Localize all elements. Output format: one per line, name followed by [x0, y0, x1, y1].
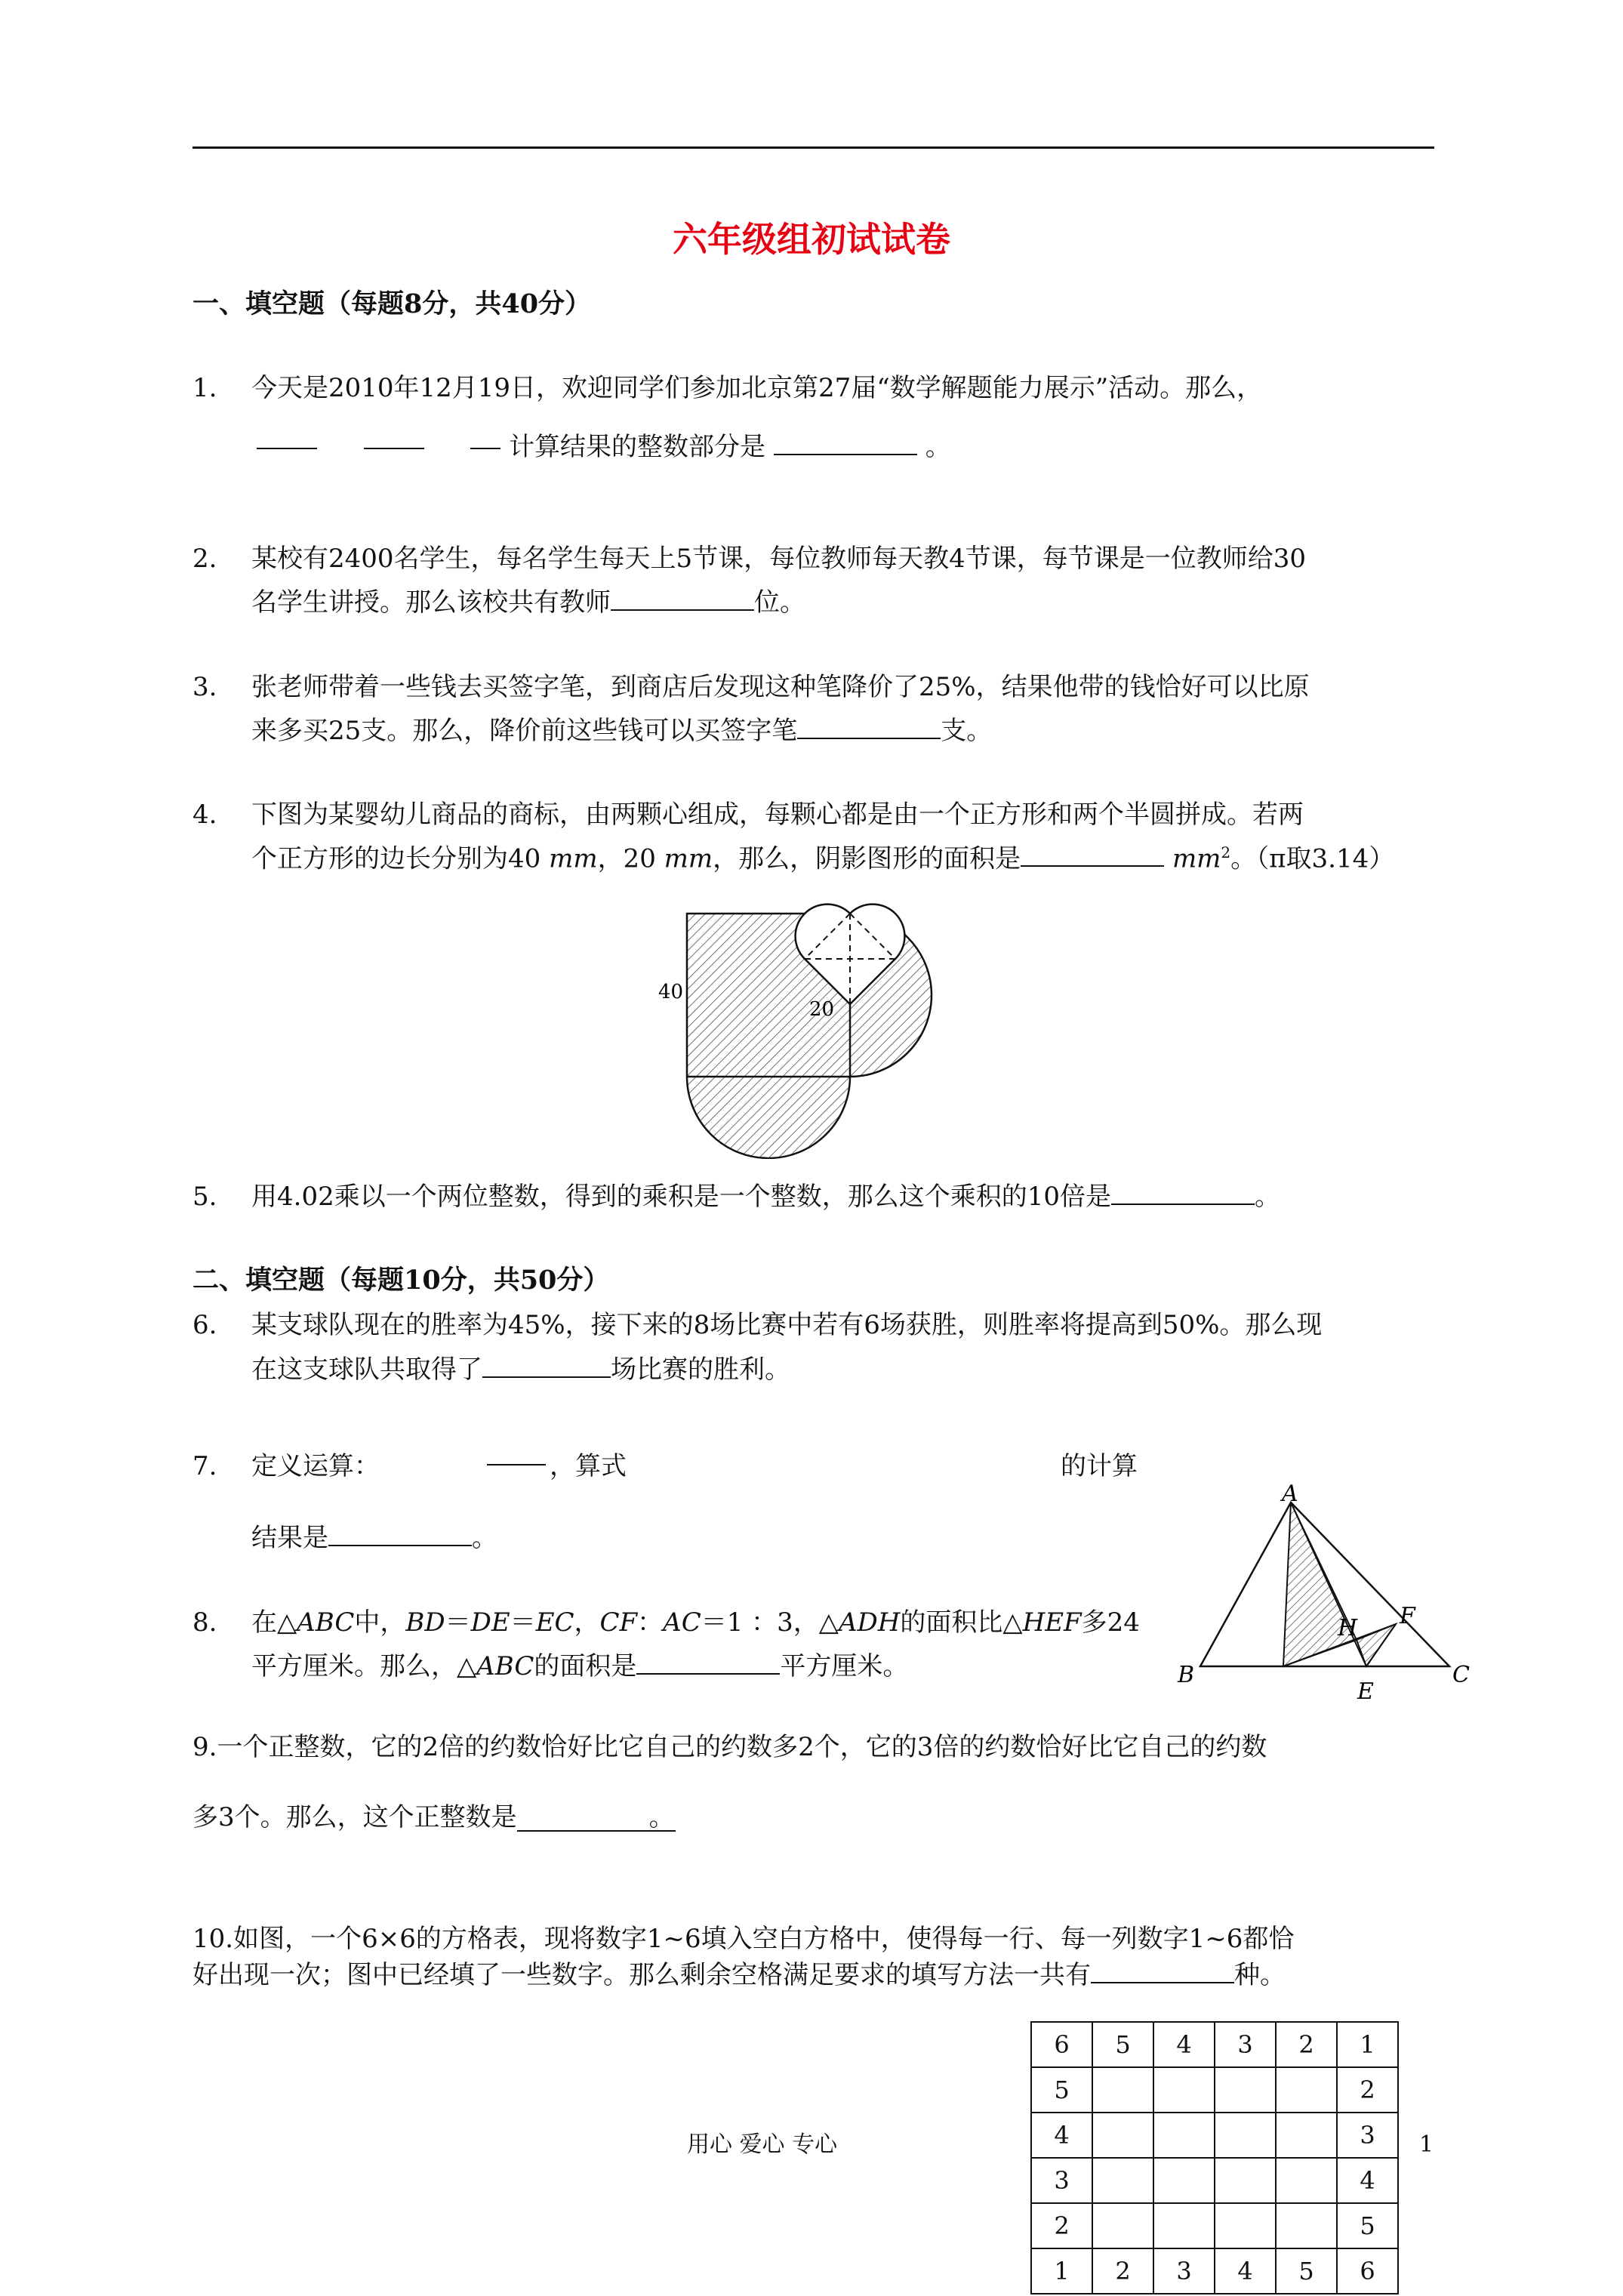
q3-line2-text: 来多买25支。那么，降价前这些钱可以买签字笔: [251, 716, 798, 746]
grid-cell-empty[interactable]: [1215, 2158, 1276, 2203]
label-A: A: [1282, 1481, 1298, 1507]
triangle-adh: [1283, 1502, 1357, 1666]
triangle-hef: [1357, 1624, 1396, 1666]
page-number: 1: [1419, 2131, 1434, 2158]
q7-part-c: 的计算: [1061, 1451, 1138, 1481]
q10-line2-text: 好出现一次；图中已经填了一些数字。那么剩余空格满足要求的填写方法一共有: [192, 1960, 1091, 1990]
label-20: 20: [809, 998, 835, 1021]
grid-cell: 5: [1337, 2203, 1398, 2248]
grid-cell: 3: [1153, 2248, 1215, 2294]
q9-line2-end: 。: [648, 1802, 675, 1832]
label-40: 40: [658, 981, 684, 1003]
q7-line2-text: 结果是: [251, 1523, 328, 1553]
grid-row: [1031, 2022, 1398, 2067]
grid-cell-empty[interactable]: [1153, 2113, 1215, 2158]
q6-line2-text: 在这支球队共取得了: [251, 1354, 482, 1385]
q7-line2-end: 。: [472, 1523, 497, 1553]
label-E: E: [1357, 1678, 1374, 1705]
q9-line1: 9.一个正整数，它的2倍的约数恰好比它自己的约数多2个，它的3倍的约数恰好比它自己的约数: [192, 1732, 1267, 1762]
grid-cell: 6: [1337, 2248, 1398, 2294]
q1-number: 1.: [192, 373, 217, 403]
grid-cell-empty[interactable]: [1153, 2158, 1215, 2203]
grid-cell: 4: [1337, 2158, 1398, 2203]
header-rule: [192, 146, 1434, 149]
q1-line2-text: 计算结果的整数部分是: [509, 432, 766, 462]
q4-line2-end: 。（π取3.14）: [1230, 843, 1395, 874]
q4-line2-text: ，20: [597, 843, 656, 874]
q5-number: 5.: [192, 1182, 217, 1212]
q2-number: 2.: [192, 544, 217, 574]
grid-cell: 5: [1092, 2022, 1153, 2067]
q2-line2: [251, 587, 805, 618]
q4-unit-mm: mm: [664, 843, 713, 874]
q8-var: ADH: [838, 1607, 901, 1638]
grid-cell-empty[interactable]: [1276, 2113, 1337, 2158]
grid-row: [1031, 2203, 1398, 2248]
q1-line2: [257, 434, 951, 460]
q8-text: 多24: [1081, 1607, 1140, 1638]
grid-cell: 6: [1031, 2022, 1092, 2067]
q4-unit-mm: mm: [549, 843, 598, 874]
q8-text: 平方厘米。: [780, 1651, 909, 1681]
grid-cell: 1: [1337, 2022, 1398, 2067]
q4-heart-figure: [649, 902, 951, 1159]
q8-text: 中，: [354, 1607, 406, 1638]
q6-line1: 某支球队现在的胜率为45%，接下来的8场比赛中若有6场获胜，则胜率将提高到50%。那么现: [251, 1310, 1323, 1340]
grid-cell-empty[interactable]: [1276, 2203, 1337, 2248]
q10-line1: 10.如图，一个6×6的方格表，现将数字1~6填入空白方格中，使得每一行、每一列数字1~6都恰: [192, 1924, 1295, 1954]
page-title: 六年级组初试试卷: [673, 219, 950, 260]
grid-cell-empty[interactable]: [1153, 2203, 1215, 2248]
grid-cell-empty[interactable]: [1153, 2067, 1215, 2113]
label-C: C: [1452, 1662, 1470, 1688]
grid-cell: 2: [1337, 2067, 1398, 2113]
q7-part-b: ，算式: [550, 1451, 627, 1481]
section1-heading: 一、填空题（每题8分，共40分）: [192, 288, 592, 319]
q8-var: ABC: [297, 1607, 355, 1638]
q4-unit-mm: mm: [1172, 843, 1221, 874]
q1-fraction-bar: [470, 448, 500, 449]
grid-cell: 3: [1215, 2022, 1276, 2067]
label-F: F: [1400, 1603, 1415, 1629]
grid-cell: 5: [1276, 2248, 1337, 2294]
q5-answer-blank[interactable]: [1111, 1203, 1255, 1205]
q8-text: 的面积是: [534, 1651, 637, 1681]
q8-var: CF: [599, 1607, 638, 1638]
q7-part-a: 定义运算：: [251, 1451, 380, 1481]
grid-cell-empty[interactable]: [1215, 2067, 1276, 2113]
q8-var: ABC: [476, 1651, 534, 1681]
grid-cell: 4: [1031, 2113, 1092, 2158]
q4-answer-blank[interactable]: [1021, 865, 1164, 867]
q8-triangle-figure: [1163, 1480, 1480, 1706]
q8-var: BD: [405, 1607, 445, 1638]
q8-answer-blank[interactable]: [636, 1673, 780, 1675]
grid-cell-empty[interactable]: [1276, 2067, 1337, 2113]
grid-row: [1031, 2248, 1398, 2294]
q8-var: DE: [470, 1607, 510, 1638]
q5-text: 用4.02乘以一个两位整数，得到的乘积是一个整数，那么这个乘积的10倍是: [251, 1182, 1111, 1212]
label-B: B: [1178, 1662, 1195, 1688]
q10-line2: [192, 1962, 1286, 1988]
q8-text: 平方厘米。那么，△: [251, 1651, 477, 1681]
number-grid: [1030, 2021, 1399, 2294]
q4-number: 4.: [192, 800, 217, 830]
q7-number: 7.: [192, 1451, 217, 1481]
label-H: H: [1338, 1615, 1358, 1641]
q2-line2-end: 位。: [754, 587, 805, 618]
q9-answer-blank[interactable]: [517, 1804, 676, 1832]
q6-number: 6.: [192, 1310, 217, 1340]
page-footer: 用心 爱心 专心: [687, 2131, 838, 2158]
grid-cell: 3: [1337, 2113, 1398, 2158]
grid-row: [1031, 2113, 1398, 2158]
q8-text: ，: [574, 1607, 600, 1638]
q4-line2-text: ，那么，阴影图形的面积是: [713, 843, 1021, 874]
q8-line1: [251, 1607, 1140, 1638]
q2-line1: 某校有2400名学生，每名学生每天上5节课，每位教师每天教4节课，每节课是一位教师给30: [251, 544, 1307, 574]
grid-cell-empty[interactable]: [1092, 2158, 1153, 2203]
q7-line2: [251, 1525, 497, 1551]
q9-line2: [192, 1804, 676, 1832]
q2-line2-text: 名学生讲授。那么该校共有教师: [251, 587, 611, 618]
q7-answer-blank[interactable]: [328, 1545, 472, 1546]
grid-cell-empty[interactable]: [1092, 2113, 1153, 2158]
grid-body: [1031, 2022, 1398, 2294]
grid-row: [1031, 2158, 1398, 2203]
q6-line2: [251, 1354, 790, 1385]
q8-text: ：: [637, 1607, 664, 1638]
q4-line2: [251, 843, 1395, 874]
grid-cell: 3: [1031, 2158, 1092, 2203]
q3-answer-blank[interactable]: [797, 738, 941, 739]
grid-cell: 4: [1215, 2248, 1276, 2294]
q1-line1: 今天是2010年12月19日，欢迎同学们参加北京第27届“数学解题能力展示”活动。那么，: [251, 373, 1263, 403]
q4-line1: 下图为某婴幼儿商品的商标，由两颗心组成，每颗心都是由一个正方形和两个半圆拼成。若两: [251, 800, 1304, 830]
grid-cell: 2: [1031, 2203, 1092, 2248]
grid-cell-empty[interactable]: [1215, 2203, 1276, 2248]
q5-end: 。: [1254, 1182, 1280, 1212]
grid-cell-empty[interactable]: [1215, 2113, 1276, 2158]
grid-row: [1031, 2067, 1398, 2113]
q3-line1: 张老师带着一些钱去买签字笔，到商店后发现这种笔降价了25%，结果他带的钱恰好可以比原: [251, 672, 1310, 702]
q4-line2-text: 个正方形的边长分别为40: [251, 843, 541, 874]
q9-line2-text: 多3个。那么，这个正整数是: [192, 1802, 517, 1832]
q8-var: AC: [663, 1607, 701, 1638]
q2-answer-blank[interactable]: [611, 609, 754, 611]
grid-cell: 4: [1153, 2022, 1215, 2067]
q8-text: 在△: [251, 1607, 297, 1638]
q8-var: HEF: [1022, 1607, 1082, 1638]
q4-unit-sup: 2: [1221, 843, 1231, 861]
q6-answer-blank[interactable]: [482, 1376, 611, 1378]
q1-fraction-bar: [364, 448, 424, 449]
grid-cell-empty[interactable]: [1276, 2158, 1337, 2203]
grid-cell: 1: [1031, 2248, 1092, 2294]
grid-cell-empty[interactable]: [1092, 2203, 1153, 2248]
q3-line2-end: 支。: [941, 716, 993, 746]
q5-line: [251, 1184, 1280, 1210]
q8-line2: [251, 1653, 908, 1679]
q8-text: ＝: [510, 1607, 536, 1638]
q1-fraction-bar: [257, 448, 317, 449]
grid-cell: 2: [1092, 2248, 1153, 2294]
q3-number: 3.: [192, 672, 217, 702]
q8-text: 的面积比△: [900, 1607, 1023, 1638]
q8-text: ＝1 ：3，△: [701, 1607, 839, 1638]
grid-cell: 5: [1031, 2067, 1092, 2113]
section2-heading: 二、填空题（每题10分，共50分）: [192, 1265, 610, 1296]
q1-line2-end: 。: [925, 432, 951, 462]
q8-var: EC: [535, 1607, 574, 1638]
q6-line2-end: 场比赛的胜利。: [611, 1354, 790, 1385]
q7-fraction-bar: [487, 1464, 546, 1465]
q10-answer-blank[interactable]: [1091, 1982, 1234, 1983]
grid-cell-empty[interactable]: [1092, 2067, 1153, 2113]
q3-line2: [251, 718, 992, 744]
grid-cell: 2: [1276, 2022, 1337, 2067]
q8-text: ＝: [445, 1607, 471, 1638]
q10-line2-end: 种。: [1234, 1960, 1286, 1990]
q8-number: 8.: [192, 1607, 217, 1638]
q1-answer-blank[interactable]: [774, 454, 917, 455]
